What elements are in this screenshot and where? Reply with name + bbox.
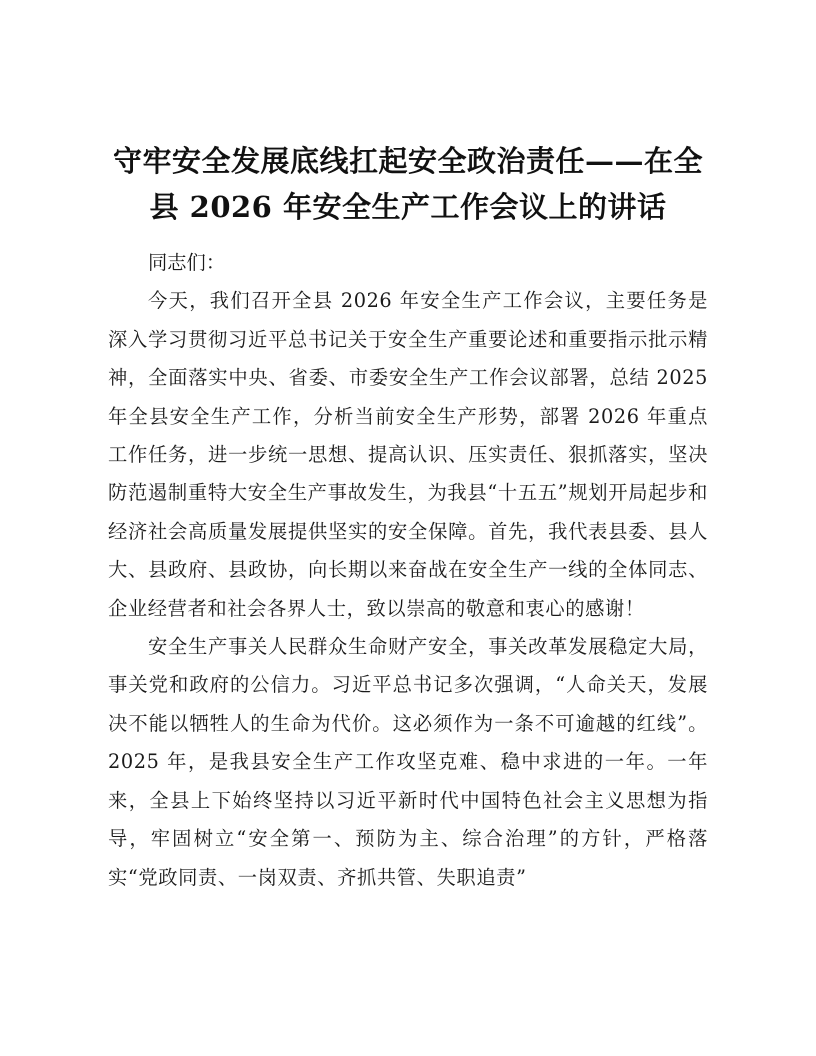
salutation: 同志们： xyxy=(148,251,226,274)
document-body xyxy=(108,244,708,897)
paragraph-significance: 安全生产事关人民群众生命财产安全，事关改革发展稳定大局，事关党和政府的公信力。习近平总书记多次强调，“人命关天，发展决不能以牺牲人的生命为代价。这必须作为一条不可逾越的红线”。2025 年，是我县安全生产工作攻坚克难、稳中求进的一年。一年来，全县上下始终坚持以习近平新时代中国特色社会主义思想为指导，牢固树立“安全第一、预防为主、综合治理”的方针，严格落实“党政同责、一岗双责、齐抓共管、失职追责” xyxy=(108,635,708,889)
title-line-1: 守牢安全发展底线扛起安全政治责任——在全 xyxy=(112,144,703,178)
paragraph-opening: 今天，我们召开全县 2026 年安全生产工作会议，主要任务是深入学习贯彻习近平总书记关于安全生产重要论述和重要指示批示精神，全面落实中央、省委、市委安全生产工作会议部署，总结 2025 年全县安全生产工作，分析当前安全生产形势，部署 2026 年重点工作任务，进一步统一思想、提高认识、压实责任、狠抓落实，坚决防范遏制重特大安全生产事故发生，为我县“十五五”规划开局起步和经济社会高质量发展提供坚实的安全保障。首先，我代表县委、县人大、县政府、县政协，向长期以来奋战在安全生产一线的全体同志、企业经营者和社会各界人士，致以崇高的敬意和衷心的感谢！ xyxy=(108,289,708,620)
document-title xyxy=(108,138,708,230)
title-line-2: 县 2026 年安全生产工作会议上的讲话 xyxy=(149,190,667,224)
